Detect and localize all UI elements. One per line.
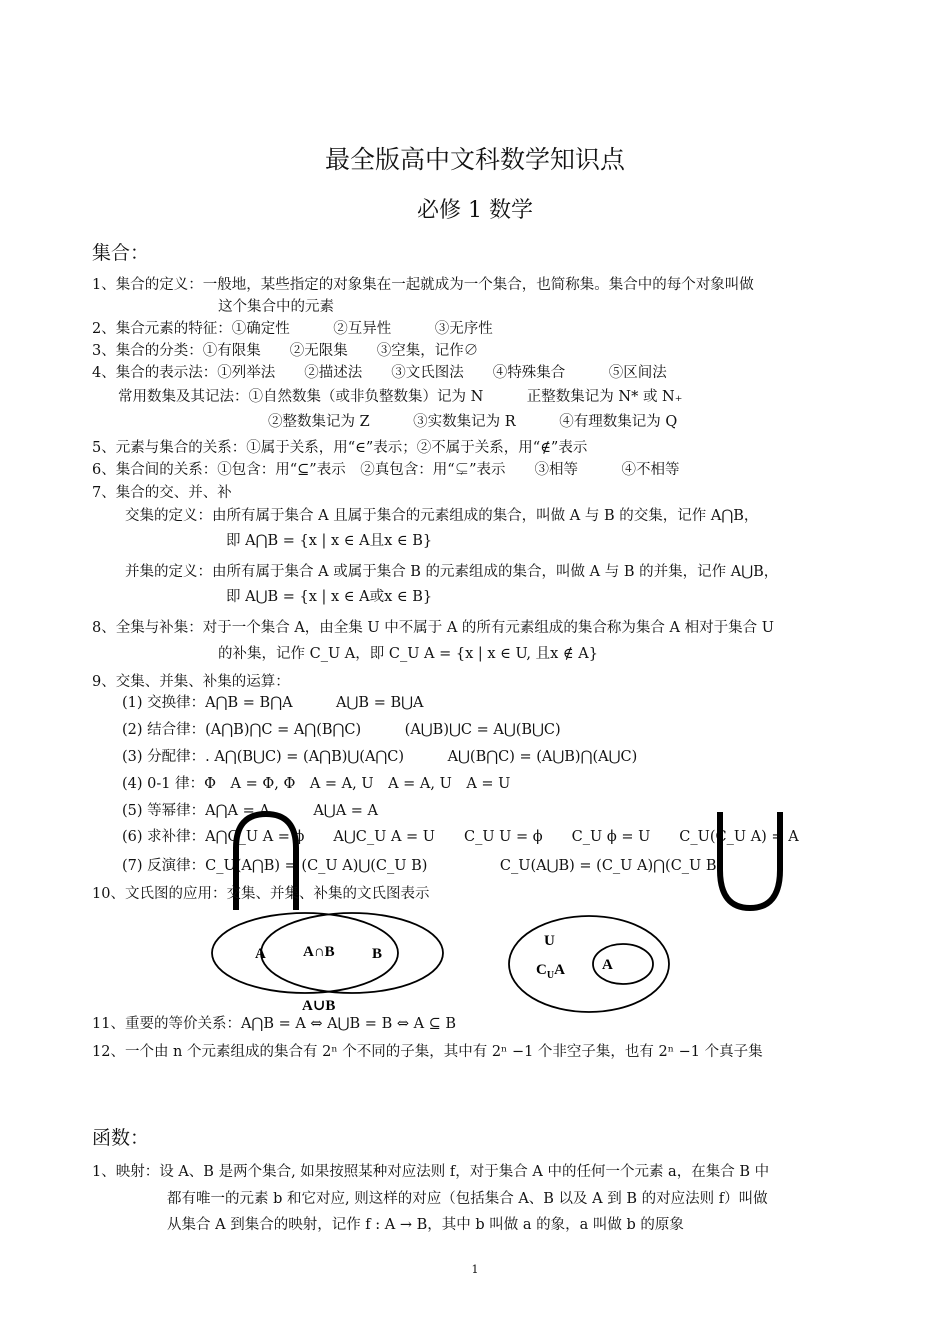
venn-label-a: A [255,946,266,962]
sets-line-7: 7、集合的交、并、补 [92,485,232,501]
venn-label-cua: $C_UA$ [536,962,565,981]
sets-line-9-3: (3) 分配律：. A⋂(B⋃C) = (A⋂B)⋃(A⋂C) A⋃(B⋂C) = (A⋃B)⋂(A⋃C) [122,749,638,765]
sets-line-4: 4、集合的表示法：①列举法 ②描述法 ③文氏图法 ④特殊集合 ⑤区间法 [92,365,667,381]
sets-line-9-7: (7) 反演律：C_U(A⋂B) = (C_U A)⋃(C_U B) C_U(A⋃B) = (C_U A)⋂(C_U B) [122,858,723,874]
section-heading-sets: 集合： [92,242,150,264]
sets-line-4c: ②整数集记为 Z ③实数集记为 R ④有理数集记为 Q [268,414,678,430]
functions-line-1b: 都有唯一的元素 b 和它对应, 则这样的对应（包括集合 A、B 以及 A 到 B 的对应法则 f）叫做 [167,1191,768,1207]
sets-line-9-5: (5) 等幂律：A⋂A = A A⋃A = A [122,803,379,819]
sets-line-12: 12、一个由 n 个元素组成的集合有 2ⁿ 个不同的子集，其中有 2ⁿ −1 个非空子集，也有 2ⁿ −1 个真子集 [92,1044,763,1060]
sets-line-7a2: 即 A⋂B = {x | x ∈ A且x ∈ B} [226,533,433,549]
sets-line-7b: 并集的定义：由所有属于集合 A 或属于集合 B 的元素组成的集合，叫做 A 与 B 的并集，记作 A⋃B， [125,564,779,580]
sets-line-1: 1、集合的定义：一般地，某些指定的对象集在一起就成为一个集合，也简称集。集合中的每个对象叫做 [92,277,754,293]
venn-diagram-intersection [205,908,450,1018]
page-number: 1 [471,1263,479,1276]
sets-line-7b2: 即 A⋃B = {x | x ∈ A或x ∈ B} [226,589,433,605]
sets-line-10: 10、文氏图的应用：交集、并集、补集的文氏图表示 [92,886,430,902]
sets-line-8b: 的补集，记作 C_U A，即 C_U A = {x | x ∈ U, 且x ∉ A} [218,646,598,662]
sets-line-3: 3、集合的分类：①有限集 ②无限集 ③空集，记作∅ [92,343,479,359]
sets-line-6: 6、集合间的关系：①包含：用“⊆”表示 ②真包含：用“⊊”表示 ③相等 ④不相等 [92,462,680,478]
venn-diagram-complement [505,912,680,1020]
sets-line-5: 5、元素与集合的关系：①属于关系，用“∈”表示；②不属于关系，用“∉”表示 [92,440,588,456]
venn-label-union: A∪B [302,998,336,1014]
functions-line-1c: 从集合 A 到集合的映射，记作 f : A → B，其中 b 叫做 a 的象，a 叫做 b 的原象 [167,1217,684,1233]
venn-label-ab: A∩B [303,944,335,960]
union-symbol-drawing [712,808,788,916]
sets-line-9-1: (1) 交换律：A⋂B = B⋂A A⋃B = B⋃A [122,695,424,711]
page-title: 最全版高中文科数学知识点 [324,145,625,174]
functions-line-1: 1、映射：设 A、B 是两个集合, 如果按照某种对应法则 f，对于集合 A 中的任何一个元素 a，在集合 B 中 [92,1164,770,1180]
sets-line-11: 11、重要的等价关系：A⋂B = A ⇔ A⋃B = B ⇔ A ⊆ B [92,1016,457,1032]
sets-line-7a: 交集的定义：由所有属于集合 A 且属于集合的元素组成的集合，叫做 A 与 B 的交集，记作 A⋂B， [125,508,759,524]
venn-universe [509,916,669,1012]
section-heading-functions: 函数： [92,1127,150,1149]
sets-line-4b: 常用数集及其记法：①自然数集（或非负整数集）记为 N 正整数集记为 N* 或 N₊ [118,389,683,405]
venn-set-b [261,913,443,993]
sets-line-9-4: (4) 0-1 律：Φ A = Φ, Φ A = A, U A = A, U A = U [122,776,511,792]
sets-line-9-2: (2) 结合律：(A⋂B)⋂C = A⋂(B⋂C) (A⋃B)⋃C = A⋃(B⋃C) [122,722,561,738]
sets-line-2: 2、集合元素的特征：①确定性 ②互异性 ③无序性 [92,321,493,337]
sets-line-9: 9、交集、并集、补集的运算： [92,674,290,690]
venn-label-b: B [372,946,383,962]
sets-line-8: 8、全集与补集：对于一个集合 A，由全集 U 中不属于 A 的所有元素组成的集合称为集合 A 相对于集合 U [92,620,774,636]
page-subtitle: 必修 1 数学 [417,198,533,223]
venn-label-u: U [544,933,555,949]
sets-line-9-6: (6) 求补律：A⋂C_U A = ϕ A⋃C_U A = U C_U U = ϕ C_U ϕ = U C_U(C_U A) = A [122,829,799,845]
sets-line-1b: 这个集合中的元素 [218,299,334,315]
venn-label-inner-a: A [602,957,613,973]
